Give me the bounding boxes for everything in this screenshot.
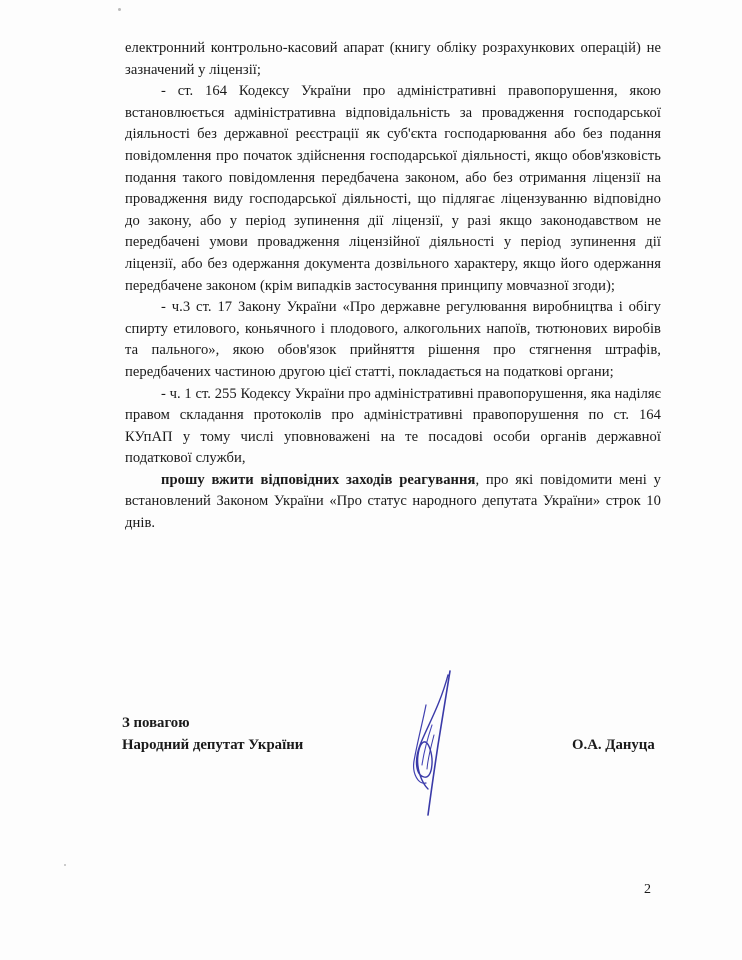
letter-body bbox=[125, 38, 661, 535]
paragraph-request bbox=[125, 470, 661, 535]
paragraph-article-17-law: - ч.3 ст. 17 Закону України «Про державне регулювання виробництва і обігу спирту етилового, коньячного і плодового, алкогольних напоїв, тютюнових виробів та пального», якою обов'язок прийняття рішення про стягнення штрафів, передбачених частиною другою цієї статті, покладається на податкові органи; bbox=[125, 299, 661, 380]
closing-greeting: З повагою bbox=[122, 715, 190, 731]
closing-block bbox=[122, 712, 303, 756]
page-number: 2 bbox=[644, 882, 651, 897]
paragraph-article-164: - ст. 164 Кодексу України про адміністративні правопорушення, якою встановлюється адміністративна відповідальність за провадження господарської діяльності без державної реєстрації як суб'єкта господарювання або без подання повідомлення про початок здійснення господарської діяльності, якщо обов'язковість подання такого повідомлення передбачена законом, або без отримання ліцензії на провадження виду господарської діяльності, що підлягає ліцензуванню відповідно до закону, або у період зупинення дії ліцензії, у разі якщо законодавством не передбачені умови провадження ліцензійної діяльності у період зупинення дії ліцензії, або без одержання документа дозвільного характеру, якщо його одержання передбачене законом (крім випадків застосування принципу мовчазної згоди); bbox=[125, 83, 661, 294]
paragraph-continuation: електронний контрольно-касовий апарат (книгу обліку розрахункових операцій) не зазначений у ліцензії; bbox=[125, 40, 661, 78]
scan-speck bbox=[64, 864, 66, 866]
request-rest: , про які повідомити мені у встановлений Законом України «Про статус народного депутата України» строк 10 днів. bbox=[125, 471, 662, 532]
paragraph-article-255: - ч. 1 ст. 255 Кодексу України про адміністративні правопорушення, яка наділяє правом складання протоколів про адміністративні правопорушення по ст. 164 КУпАП у тому числі уповноважені на те посадові особи органів державної податкової служби, bbox=[125, 385, 661, 467]
scan-speck bbox=[118, 8, 121, 11]
signatory-name: О.А. Дануца bbox=[572, 737, 655, 753]
handwritten-signature bbox=[398, 665, 468, 825]
request-bold-lead: прошу вжити відповідних заходів реагування bbox=[161, 471, 476, 488]
closing-title: Народний депутат України bbox=[122, 737, 304, 753]
